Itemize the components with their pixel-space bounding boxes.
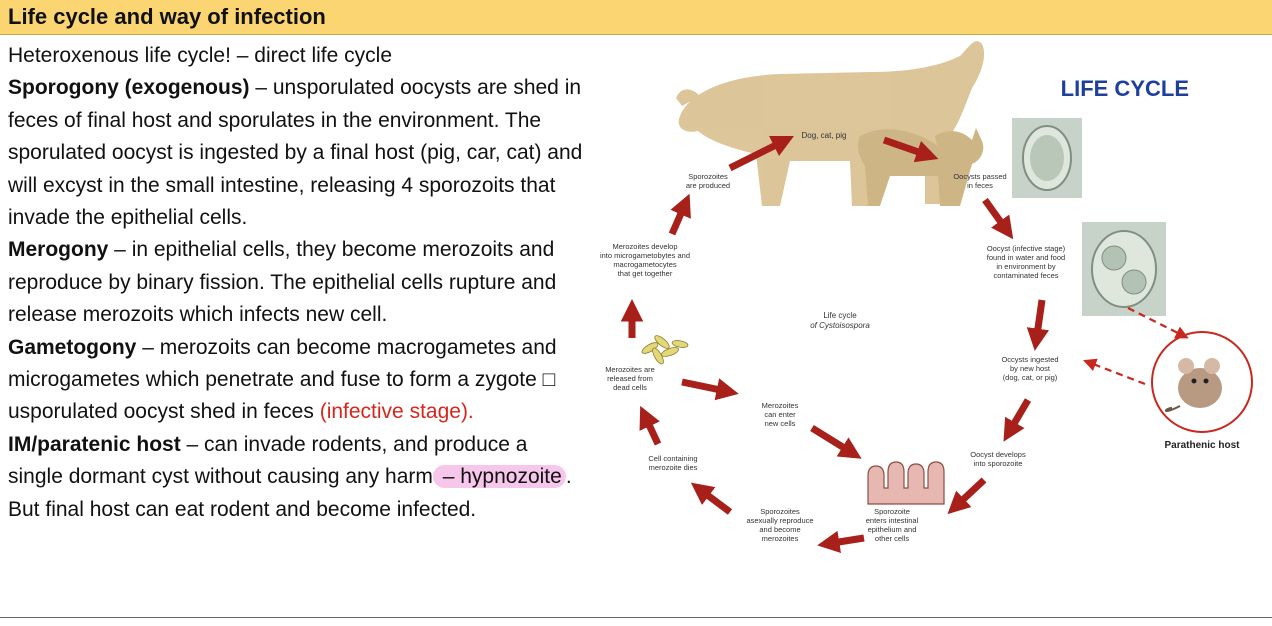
life-cycle-heading: LIFE CYCLE (1060, 76, 1189, 101)
merogony-body: – in epithelial cells, they become merozoits and reproduce by binary fission. The epithelial cells rupture and release merozoits which infects new cell. (8, 238, 557, 327)
gametogony-term: Gametogony (8, 335, 137, 359)
oocyst-infective-label: Oocyst (infective stage) found in water and food in environment by contaminated feces (986, 244, 1066, 280)
mouse-icon (1152, 332, 1252, 432)
arrow-to-new-host (1036, 300, 1042, 342)
sporozoites-asexual-label: Sporozoites asexually reproduce and become merozoites (746, 507, 814, 543)
merozoites-released-label: Merozoites are released from dead cells (605, 365, 655, 392)
arrow-to-released (644, 414, 658, 444)
parathenic-host-label: Parathenic host (1164, 440, 1240, 451)
merozoites-develop-label: Merozoites develop into microgametobytes and macrogametocytes that get together (599, 242, 691, 278)
merozoites-icon (640, 334, 688, 366)
arrow-to-enter (682, 382, 730, 392)
arrow-to-intestine (954, 480, 984, 508)
center-label-line2: of Cystoisospora (810, 321, 870, 330)
sporogony-body: – unsporulated oocysts are shed in feces of final host and sporulates in the environment. The sporulated oocyst is ingested by a final host (pig, car, cat) and will excyst in the small intestine, releasing 4 sporozoits that invade the epithelial cells. (8, 76, 583, 230)
section-title: Life cycle and way of infection (8, 4, 326, 29)
bottom-divider (0, 617, 1272, 618)
hosts-label: Dog, cat, pig (801, 131, 847, 140)
hypnozoite-highlight: – hypnozoite (433, 465, 566, 488)
intestine-villi-icon (868, 462, 944, 504)
im-host-tail: . But final host can eat rodent and become infected. (8, 465, 572, 521)
infective-stage-text: (infective stage). (319, 400, 474, 424)
gametogony-body: – merozoits can become macrogametes and microgametes which penetrate and fuse to form a zygote □ usporulated oocyst shed in feces (8, 335, 557, 424)
intro-line (8, 40, 588, 72)
oocyst-micrograph-icon (1012, 118, 1082, 198)
arrow-to-environment (985, 200, 1008, 232)
merogony-paragraph (8, 234, 588, 331)
text-block (8, 40, 588, 526)
section-title-bar (0, 0, 1272, 35)
oocysts-ingested-label: Occysts ingested by new host (dog, cat, or pig) (1001, 355, 1059, 382)
merogony-term: Merogony (8, 238, 109, 262)
sporogony-term: Sporogony (exogenous) (8, 76, 250, 100)
sporozoites-produced-label: Sporozoites are produced (685, 172, 731, 190)
gametogony-paragraph (8, 332, 588, 429)
dashed-arrow-from-rodent (1088, 362, 1145, 384)
arrow-to-asexual (826, 538, 864, 544)
im-host-paragraph (8, 429, 588, 526)
arrow-to-cell-dies (698, 488, 730, 512)
sporogony-paragraph (8, 72, 588, 234)
sporozoite-enters-label: Sporozoite enters intestinal epithelium and other cells (865, 507, 919, 543)
arrow-to-sporozoites (672, 202, 686, 234)
merozoites-enter-label: Merozoites can enter new cells (761, 401, 799, 428)
cell-containing-label: Cell containing merozoite dies (648, 454, 698, 472)
sporulated-oocyst-micrograph-icon (1082, 222, 1166, 316)
oocyst-develops-label: Oocyst develops into sporozoite (970, 450, 1026, 468)
center-label-line1: Life cycle (823, 311, 857, 320)
im-host-body: – can invade rodents, and produce a single dormant cyst without causing any harm (8, 432, 528, 489)
life-cycle-diagram (580, 36, 1272, 556)
arrow-to-intestinal (812, 428, 854, 454)
intro-text: Heteroxenous life cycle! – direct life cycle (8, 44, 392, 67)
arrow-to-oocyst-develops (1008, 400, 1028, 434)
oocysts-passed-label: Oocysts passed in feces (953, 172, 1007, 190)
im-host-term: IM/paratenic host (8, 432, 181, 456)
